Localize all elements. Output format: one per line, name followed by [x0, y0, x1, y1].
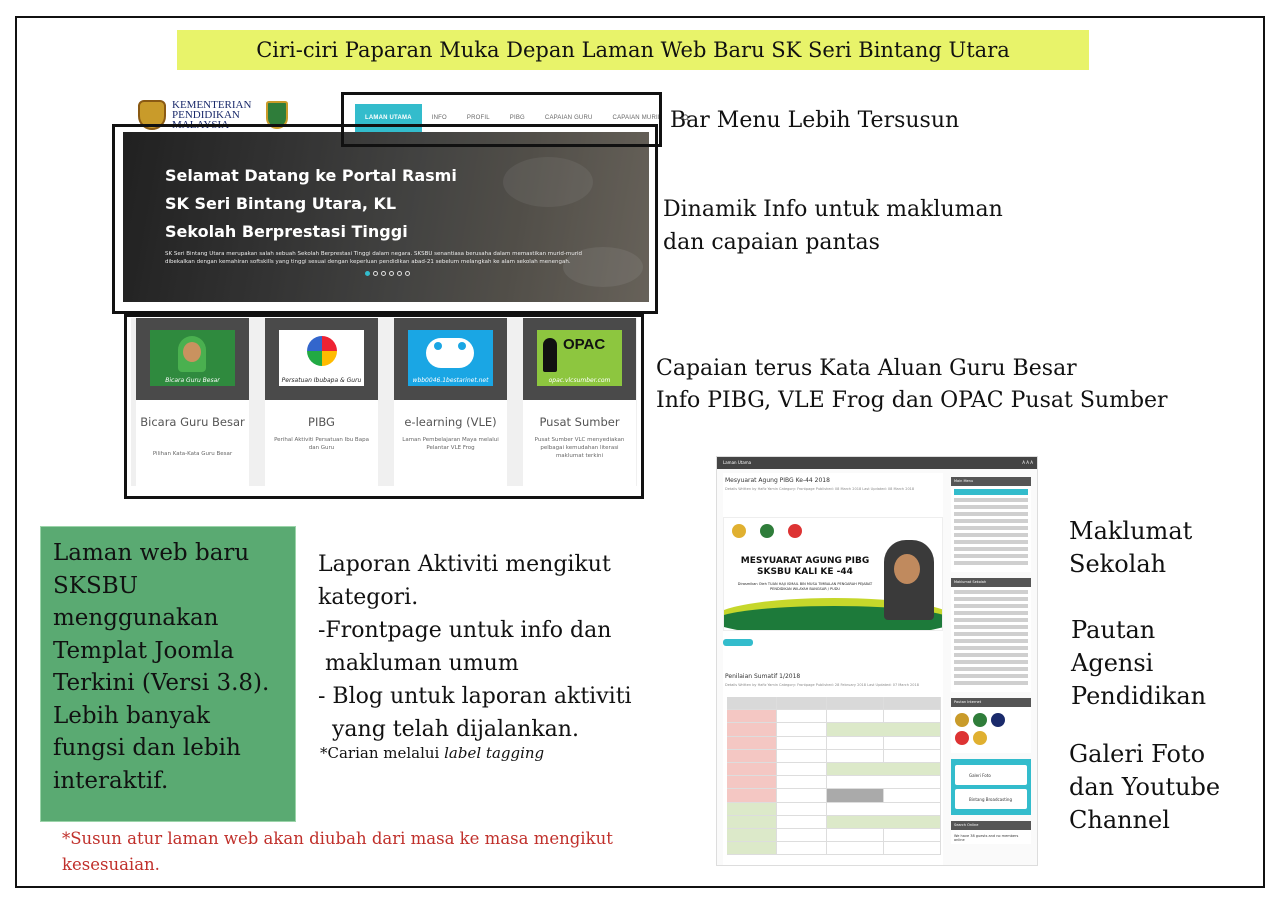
hero-heading-line: SK Seri Bintang Utara, KL	[165, 194, 397, 213]
card-description: Pusat Sumber VLC menyediakan pelbagai kemudahan literasi maklumat terkini	[534, 437, 625, 459]
info-box-line: SKSBU	[53, 572, 138, 599]
card-image-caption: wbb0046.1bestarinet.net	[412, 377, 489, 384]
annotation-access-line: Capaian terus Kata Aluan Guru Besar	[656, 356, 1077, 381]
layout-footnote	[62, 826, 613, 878]
menu-item-pibg[interactable]: PIBG	[509, 115, 525, 121]
menu-item-info[interactable]: INFO	[431, 115, 447, 121]
info-box-line: Lebih banyak	[53, 702, 210, 729]
report-line: makluman umum	[318, 651, 519, 676]
blog-top-bar	[717, 457, 1038, 469]
menu-item-capaian-guru[interactable]: CAPAIAN GURU	[544, 115, 593, 121]
report-line: kategori.	[318, 585, 419, 610]
card-description: Perihal Aktiviti Persatuan Ibu Bapa dan Guru	[274, 437, 369, 451]
annotation-galeri	[1069, 738, 1220, 837]
annotation-line: dan Youtube	[1069, 773, 1221, 801]
card-description: Laman Pembelajaran Maya melalui Pelantar VLE Frog	[402, 437, 499, 451]
annotation-report	[318, 548, 632, 746]
emblem-icon	[732, 524, 746, 538]
search-note-italic: label tagging	[444, 744, 545, 762]
read-more-button[interactable]	[723, 639, 753, 646]
annotation-line: Channel	[1069, 806, 1170, 834]
youtube-channel-button[interactable]: Bintang Broadcasting	[955, 789, 1027, 809]
annotation-menu: Bar Menu Lebih Tersusun	[670, 108, 960, 133]
emblem-icon	[760, 524, 774, 538]
hero-paragraph: SK Seri Bintang Utara merupakan salah sebuah Sekolah Berprestasi Tinggi dalam negara. SKSBU senantiasa berusaha dalam memastikan murid-murid dibekalkan dengan kemahiran softskills yang tinggi sesuai dengan keperluan pendidikan abad-21 sebelum melangkah ke alam sekolah menengah.	[165, 251, 583, 265]
info-box-line: Laman web baru	[53, 540, 250, 566]
blog-page-screenshot	[716, 456, 1038, 866]
gallery-photo-button[interactable]: Galeri Foto	[955, 765, 1027, 785]
banner-title: MESYUARAT AGUNG PIBG SKSBU KALI KE -44	[740, 556, 870, 577]
card-image-caption: Persatuan Ibubapa & Guru	[281, 377, 362, 384]
annotation-line: Galeri Foto	[1069, 740, 1206, 768]
card-image-caption: Bicara Guru Besar	[165, 377, 220, 384]
font-size-controls[interactable]: A A A	[1022, 460, 1033, 465]
blog-sidebar	[951, 477, 1031, 866]
annotation-line: Agensi	[1071, 649, 1154, 677]
post-title[interactable]: Penilaian Sumatif 1/2018	[725, 673, 801, 680]
card-title: e-learning (VLE)	[404, 415, 497, 429]
card-image-caption: opac.vlcsumber.com	[548, 377, 611, 384]
info-box-line: interaktif.	[53, 767, 169, 794]
card-title: PIBG	[308, 415, 335, 429]
hero-heading-line: Selamat Datang ke Portal Rasmi	[165, 166, 457, 185]
menu-item-capaian-murid[interactable]: CAPAIAN MURID	[612, 115, 663, 121]
footnote-line: kesesuaian.	[62, 855, 160, 874]
annotation-line: Pautan	[1071, 616, 1156, 644]
info-box-line: fungsi dan lebih	[53, 735, 241, 761]
kpm-logo-text: KEMENTERIAN PENDIDIKAN MALAYSIA	[172, 99, 252, 131]
agm-banner-image	[723, 517, 943, 631]
sidebar-heading: Pautan Internet	[951, 698, 1031, 707]
online-users-text: We have 38 guests and no members online	[954, 834, 1019, 842]
report-line: -Frontpage untuk info dan	[318, 618, 612, 643]
annotation-line: Maklumat	[1069, 517, 1193, 545]
blog-main-column	[723, 473, 943, 866]
search-note-text: *Carian melalui	[320, 744, 445, 762]
report-line: yang telah dijalankan.	[318, 717, 579, 742]
post-title[interactable]: Mesyuarat Agung PIBG Ke-44 2018	[725, 477, 830, 484]
report-line: Laporan Aktiviti mengikut	[318, 552, 611, 577]
menu-item-laman-utama[interactable]: LAMAN UTAMA	[355, 104, 422, 132]
highlight-box-hero	[112, 124, 658, 314]
annotation-line: Sekolah	[1069, 550, 1167, 578]
footnote-line: *Susun atur laman web akan diubah dari masa ke masa mengikut	[62, 829, 613, 848]
annotation-line: Pendidikan	[1071, 682, 1207, 710]
post-meta: Details Written by Hafiz Yamin Category: Frontpage Published: 28 February 2018 Last Updated: 07 March 2018	[725, 683, 919, 687]
post-meta: Details Written by Hafiz Yamin Category: Frontpage Published: 08 March 2018 Last Updated: 08 March 2018	[725, 487, 915, 491]
annotation-pautan	[1071, 614, 1206, 713]
opac-logo-text: OPAC	[563, 336, 606, 353]
sidebar-heading: Maklumat Sekolah	[951, 578, 1031, 587]
card-title: Pusat Sumber	[539, 415, 620, 429]
info-box-line: Templat Joomla	[53, 637, 235, 664]
blog-bar-label: Laman Utama	[723, 460, 752, 465]
highlight-box-cards	[124, 314, 644, 499]
annotation-maklumat	[1069, 515, 1192, 581]
info-box-line: Terkini (Versi 3.8).	[53, 670, 270, 696]
annotation-access-line: Info PIBG, VLE Frog dan OPAC Pusat Sumber	[656, 388, 1168, 413]
report-line: - Blog untuk laporan aktiviti	[318, 684, 632, 709]
page-title: Ciri-ciri Paparan Muka Depan Laman Web Baru SK Seri Bintang Utara	[177, 30, 1089, 70]
card-title: Bicara Guru Besar	[140, 415, 245, 429]
annotation-dynamic-line: Dinamik Info untuk makluman	[663, 197, 1003, 222]
banner-subtitle: Dirasmikan Oleh TUAN HAJI ISMAIL BIN MUSA TIMBALAN PENGARAH PEJABAT PENDIDIKAN WILAYAH BANGSAR / PUDU	[737, 582, 873, 591]
exam-schedule-table	[727, 697, 941, 855]
search-tagging-note	[320, 744, 544, 762]
joomla-info-box	[40, 526, 296, 822]
hero-heading-line: Sekolah Berprestasi Tinggi	[165, 222, 408, 241]
emblem-icon	[788, 524, 802, 538]
card-description: Pilihan Kata-Kata Guru Besar	[152, 451, 233, 457]
sidebar-heading: Search Online	[951, 821, 1031, 830]
menu-item-profil[interactable]: PROFIL	[466, 115, 490, 121]
sidebar-heading: Main Menu	[951, 477, 1031, 486]
info-box-line: menggunakan	[53, 605, 219, 631]
annotation-dynamic-line: dan capaian pantas	[663, 230, 880, 255]
